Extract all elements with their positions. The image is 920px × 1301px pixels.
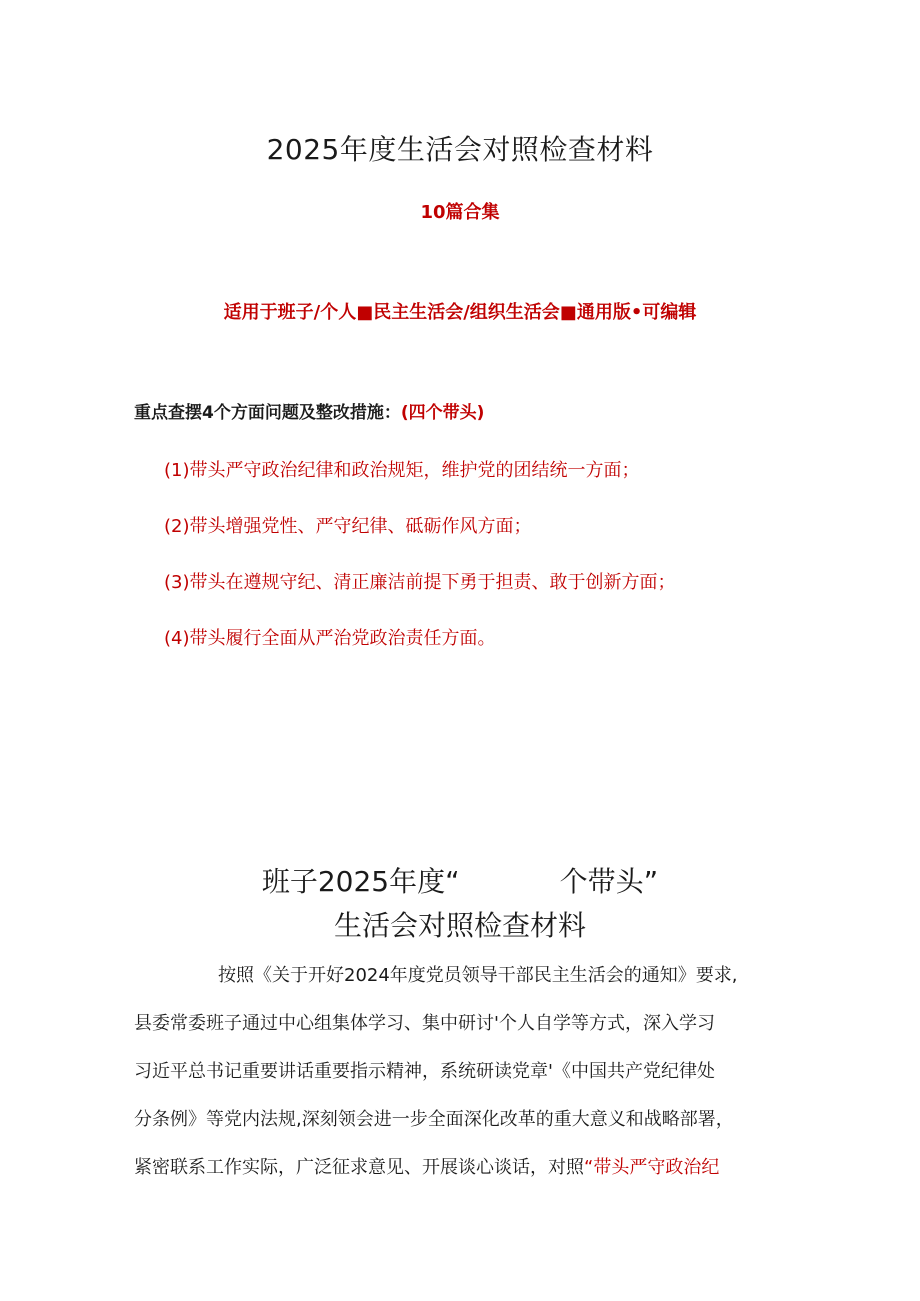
section-title-part-2: 个带头” (559, 865, 659, 898)
section-title-part-1: 班子2025年度“ (261, 865, 460, 898)
focus-item: (4)带头履行全面从严治党政治责任方面。 (164, 628, 496, 649)
paragraph-line: 县委常委班子通过中心组集体学习、集中研讨'个人自学等方式，深入学习 (134, 1013, 715, 1034)
paragraph-text-red: “带头严守政治纪 (584, 1157, 720, 1178)
paragraph-text: 紧密联系工作实际，广泛征求意见、开展谈心谈话，对照 (134, 1157, 584, 1178)
focus-item: (3)带头在遵规守纪、清正廉洁前提下勇于担责、敢于创新方面； (164, 572, 676, 593)
paragraph-line: 按照《关于开好2024年度党员领导干部民主生活会的通知》要求, (218, 965, 738, 986)
focus-label-red: (四个带头) (400, 403, 485, 423)
focus-item: (2)带头增强党性、严守纪律、砥砺作风方面； (164, 516, 532, 537)
section-title-line-1 (0, 860, 920, 900)
subtitle: 10篇合集 (420, 202, 500, 223)
body-paragraph (134, 952, 798, 1192)
section-title-line-2: 生活会对照检查材料 (333, 909, 586, 942)
paragraph-line (134, 1144, 798, 1192)
focus-item: (1)带头严守政治纪律和政治规矩，维护党的团结统一方面； (164, 460, 640, 481)
paragraph-line: 习近平总书记重要讲话重要指示精神，系统研读党章'《中国共产党纪律处 (134, 1061, 715, 1082)
scope-line: 适用于班子/个人■民主生活会/组织生活会■通用版•可编辑 (223, 302, 697, 323)
focus-label: 重点查摆4个方面问题及整改措施： (134, 403, 401, 423)
paragraph-line: 分条例》等党内法规,深刻领会进一步全面深化改革的重大意义和战略部署， (134, 1109, 734, 1130)
main-title: 2025年度生活会对照检查材料 (266, 133, 654, 166)
focus-heading (134, 398, 484, 423)
